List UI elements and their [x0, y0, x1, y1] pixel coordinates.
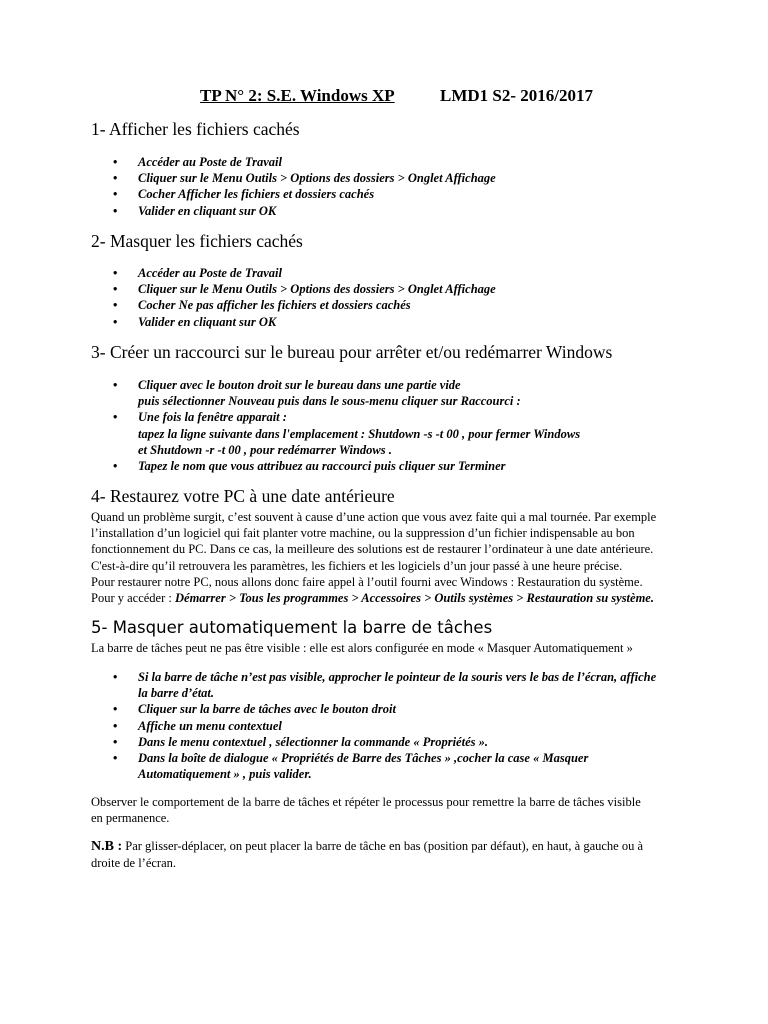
- list-item: • Si la barre de tâche n’est pas visible, approcher le pointeur de la souris vers le bas de l’écran, affiche la barre d’état.: [113, 670, 657, 701]
- list-item: • Une fois la fenêtre apparait : tapez la ligne suivante dans l'emplacement : Shutdown -s -t 00 , pour fermer Windows et Shutdown -r -t 00 , pour redémarrer Windows .: [113, 410, 581, 457]
- bullet-icon: •: [113, 751, 118, 766]
- section-1-heading: 1- Afficher les fichiers cachés: [91, 119, 300, 139]
- bullet-icon: •: [113, 187, 118, 202]
- bullet-icon: •: [113, 203, 118, 218]
- list-item: • Affiche un menu contextuel: [113, 718, 282, 733]
- list-item: • Cliquer sur la barre de tâches avec le bouton droit: [113, 702, 396, 717]
- title-course: TP N° 2: S.E. Windows XP: [200, 86, 395, 105]
- list-item: • Cliquer avec le bouton droit sur le bureau dans une partie vide puis sélectionner Nouveau puis dans le sous-menu cliquer sur Raccourci :: [113, 378, 521, 409]
- bullet-icon: •: [113, 378, 118, 392]
- section-5-intro: La barre de tâches peut ne pas être visible : elle est alors configurée en mode « Masquer Automatiquement »: [91, 641, 633, 655]
- list-item: • Tapez le nom que vous attribuez au raccourci puis cliquer sur Terminer: [113, 459, 506, 474]
- bullet-icon: •: [113, 734, 118, 749]
- list-item: • Accéder au Poste de Travail: [113, 266, 282, 280]
- list-item: • Cocher Afficher les fichiers et dossiers cachés: [113, 187, 375, 202]
- bullet-icon: •: [113, 459, 118, 474]
- bullet-icon: •: [113, 282, 118, 297]
- nb-note: N.B : Par glisser-déplacer, on peut placer la barre de tâche en bas (position par défaut), en haut, à gauche ou à droite de l’écran.: [91, 839, 644, 871]
- section-2-heading: 2- Masquer les fichiers cachés: [91, 231, 303, 251]
- section-5-list: [113, 669, 656, 782]
- bullet-icon: •: [113, 314, 118, 329]
- section-3-heading: 3- Créer un raccourci sur le bureau pour arrêter et/ou redémarrer Windows: [91, 342, 613, 362]
- title-class-year: LMD1 S2- 2016/2017: [440, 86, 593, 105]
- list-item: • Valider en cliquant sur OK: [113, 314, 277, 329]
- section-4-heading: 4- Restaurez votre PC à une date antérieure: [91, 486, 395, 506]
- section-4-paragraph: Quand un problème surgit, c’est souvent à cause d’une action que vous avez faite qui a mal tournée. Par exemple l’installation d’un logiciel qui fait planter votre machine, ou la suppression d’un fichier indispensable au bon fonctionnement du PC. Dans ce cas, la meilleure des solutions est de restaurer l’ordinateur à une date antérieure. C'est-à-dire qu’il retrouvera les paramètres, les fichiers et les logiciels d’un jour passé à une heure précise. Pour restaurer notre PC, nous allons donc faire appel à l’outil fourni avec Windows : Restauration du système. Pour y accéder : Démarrer > Tous les programmes > Accessoires > Outils systèmes > Restauration su système.: [91, 509, 691, 606]
- list-item: • Cliquer sur le Menu Outils > Options des dossiers > Onglet Affichage: [113, 282, 496, 297]
- section-1-list: [113, 154, 496, 219]
- section-5-observe: Observer le comportement de la barre de tâches et répéter le processus pour remettre la barre de tâches visible en permanence.: [91, 795, 641, 826]
- list-item: • Dans la boîte de dialogue « Propriétés de Barre des Tâches » ,cocher la case « Masquer Automatiquement » , puis valider.: [113, 751, 589, 782]
- bullet-icon: •: [113, 670, 118, 684]
- access-path-line: Pour y accéder : Démarrer > Tous les programmes > Accessoires > Outils systèmes > Restauration su système.: [91, 591, 654, 606]
- section-3-list: [113, 377, 580, 474]
- bullet-icon: •: [113, 298, 118, 313]
- list-item: • Dans le menu contextuel , sélectionner la commande « Propriétés ».: [113, 734, 488, 749]
- list-item: • Accéder au Poste de Travail: [113, 155, 282, 169]
- bullet-icon: •: [113, 171, 118, 186]
- list-item: • Valider en cliquant sur OK: [113, 203, 277, 218]
- bullet-icon: •: [113, 702, 118, 717]
- list-item: • Cliquer sur le Menu Outils > Options des dossiers > Onglet Affichage: [113, 171, 496, 186]
- bullet-icon: •: [113, 410, 118, 425]
- nb-label: N.B :: [91, 839, 123, 854]
- bullet-icon: •: [113, 155, 118, 169]
- bullet-icon: •: [113, 266, 118, 280]
- list-item: • Cocher Ne pas afficher les fichiers et dossiers cachés: [113, 298, 411, 313]
- bullet-icon: •: [113, 718, 118, 733]
- section-2-list: [113, 265, 496, 330]
- section-5-heading: 5- Masquer automatiquement la barre de tâches: [91, 618, 493, 637]
